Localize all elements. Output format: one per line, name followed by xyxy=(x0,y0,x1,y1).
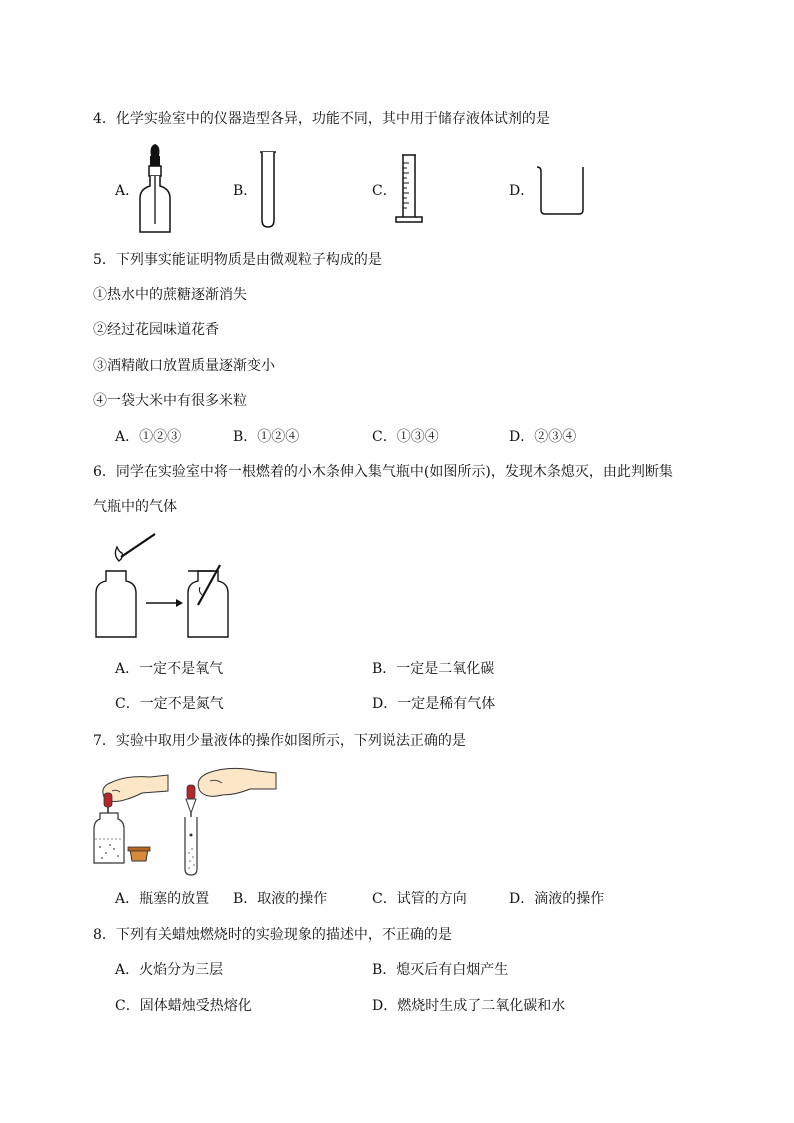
q4-option-b-label: B． xyxy=(233,183,258,199)
beaker-icon xyxy=(535,164,587,216)
q5-item-2: ②经过花园味道花香 xyxy=(93,322,219,338)
q7-option-c: C．试管的方向 xyxy=(372,891,467,907)
q6-stem-line1: 6．同学在实验室中将一根燃着的小木条伸入集气瓶中(如图所示)，发现木条熄灭，由此判断集 xyxy=(93,464,673,480)
q5-option-d: D．②③④ xyxy=(509,429,577,445)
q7-option-d: D．滴液的操作 xyxy=(509,891,605,907)
q8-option-d: D．燃烧时生成了二氧化碳和水 xyxy=(372,998,566,1014)
q4-stem: 4．化学实验室中的仪器造型各异，功能不同，其中用于储存液体试剂的是 xyxy=(93,111,550,127)
test-tube-icon xyxy=(258,150,278,230)
dropper-bottle-icon xyxy=(137,142,173,236)
q4-option-d-label: D． xyxy=(509,183,535,199)
q6-option-c: C．一定不是氮气 xyxy=(115,696,224,712)
q6-option-b: B．一定是二氧化碳 xyxy=(372,661,495,677)
q5-option-a: A．①②③ xyxy=(115,429,182,445)
q6-option-a: A．一定不是氧气 xyxy=(115,661,224,677)
q5-item-4: ④一袋大米中有很多米粒 xyxy=(93,393,247,409)
graduated-cylinder-icon xyxy=(394,153,424,225)
q8-option-c: C．固体蜡烛受热熔化 xyxy=(115,998,252,1014)
q7-figure-dropper-operations xyxy=(90,761,280,879)
q8-option-a: A．火焰分为三层 xyxy=(115,962,224,978)
q7-option-b: B．取液的操作 xyxy=(233,891,328,907)
q6-option-d: D．一定是稀有气体 xyxy=(372,696,496,712)
q6-stem-line2: 气瓶中的气体 xyxy=(93,499,177,515)
q4-option-c-label: C． xyxy=(372,183,397,199)
q7-stem: 7．实验中取用少量液体的操作如图所示，下列说法正确的是 xyxy=(93,733,466,749)
q7-option-a: A．瓶塞的放置 xyxy=(115,891,210,907)
q4-option-a-label: A． xyxy=(115,183,140,199)
q8-stem: 8．下列有关蜡烛燃烧时的实验现象的描述中，不正确的是 xyxy=(93,927,452,943)
q5-option-c: C．①③④ xyxy=(372,429,439,445)
q6-figure-burning-splint xyxy=(92,531,242,643)
q8-option-b: B．熄灭后有白烟产生 xyxy=(372,962,509,978)
q5-item-1: ①热水中的蔗糖逐渐消失 xyxy=(93,287,247,303)
q5-stem: 5．下列事实能证明物质是由微观粒子构成的是 xyxy=(93,252,382,268)
q5-item-3: ③酒精敞口放置质量逐渐变小 xyxy=(93,358,275,374)
q5-option-b: B．①②④ xyxy=(233,429,300,445)
